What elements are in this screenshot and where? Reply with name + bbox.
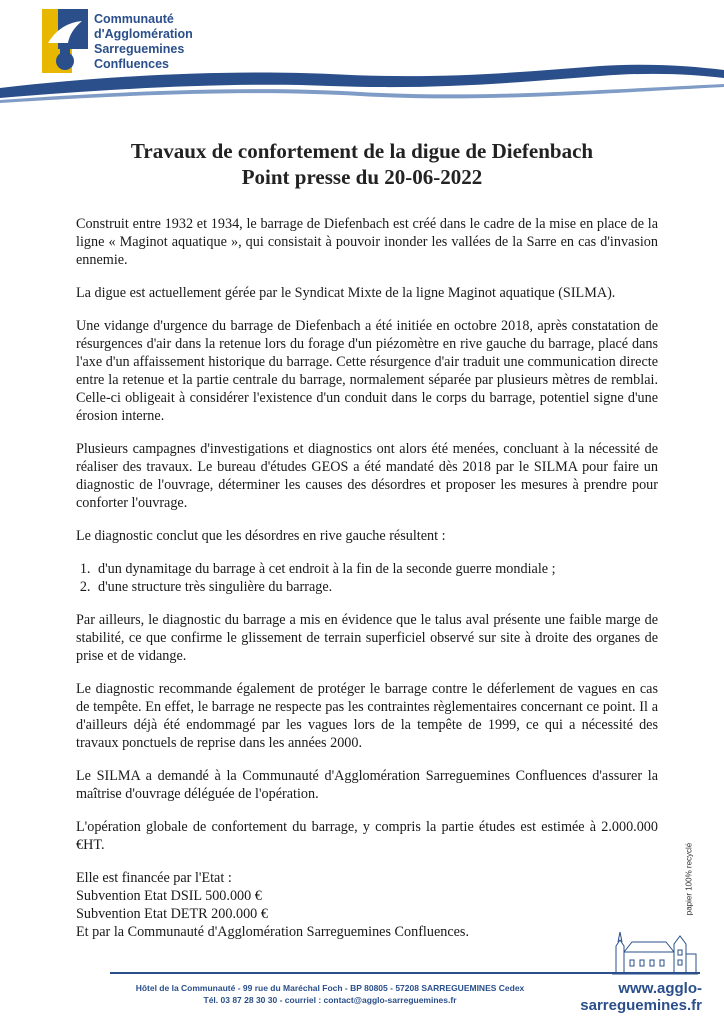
title-line-2: Point presse du 20-06-2022 (241, 165, 483, 189)
funding-line: Subvention Etat DSIL 500.000 € (76, 888, 262, 904)
paragraph: Par ailleurs, le diagnostic du barrage a mis en évidence que le talus aval présente une faible marge de stabilité, ce que confirme le glissement de terrain superficiel observé sur site à droite des organes de prise et de vidange. (76, 612, 658, 664)
paragraph: La digue est actuellement gérée par le Syndicat Mixte de la ligne Maginot aquatique (SILMA). (76, 285, 616, 301)
funding-line: Subvention Etat DETR 200.000 € (76, 906, 268, 922)
footer-contact: Tél. 03 87 28 30 30 - courriel : contact@agglo-sarreguemines.fr (203, 995, 457, 1005)
funding-block (76, 869, 658, 941)
logo-line: d'Agglomération (94, 27, 193, 41)
paragraph: Le SILMA a demandé à la Communauté d'Agglomération Sarreguemines Confluences d'assurer la maîtrise d'ouvrage déléguée de l'opération. (76, 768, 658, 802)
document-body (76, 215, 658, 941)
title-line-1: Travaux de confortement de la digue de Diefenbach (130, 139, 594, 163)
logo-line: Communauté (94, 12, 174, 26)
recycled-paper-label: papier 100% recyclé (684, 842, 694, 916)
funding-line: Elle est financée par l'Etat : (76, 870, 232, 886)
footer-contact-info (120, 982, 540, 1006)
paragraph: L'opération globale de confortement du barrage, y compris la partie études est estimée à 2.000.000 €HT. (76, 819, 658, 853)
causes-list (76, 560, 658, 596)
paragraph: Une vidange d'urgence du barrage de Diefenbach a été initiée en octobre 2018, après constatation de résurgences d'air dans la retenue lors du forage d'un piézomètre en rive gauche du barrage, placé dans l'axe d'un affaissement historique du barrage. Cette résurgence d'air traduit une communication directe entre la retenue et la partie centrale du barrage, normalement séparée par plusieurs mètres de remblai. Celle-ci obligeait à considérer l'existence d'un conduit dans le corps du barrage, potentiel signe d'une érosion interne. (76, 318, 658, 424)
list-item: 1. d'un dynamitage du barrage à cet endroit à la fin de la seconde guerre mondiale ; (94, 560, 658, 578)
paragraph: Construit entre 1932 et 1934, le barrage de Diefenbach est créé dans le cadre de la mise en place de la ligne « Maginot aquatique », qui consistait à pouvoir inonder les vallées de la Sarre en cas d'invasion ennemie. (76, 216, 658, 268)
footer-divider (110, 972, 700, 974)
logo-line: Sarreguemines (94, 42, 185, 56)
paragraph: Le diagnostic conclut que les désordres en rive gauche résultent : (76, 528, 446, 544)
footer-website: www.agglo-sarreguemines.fr (580, 980, 702, 1014)
paragraph: Le diagnostic recommande également de protéger le barrage contre le déferlement de vagues en cas de tempête. En effet, le barrage ne respecte pas les contraintes règlementaires concernant ce point. Il a d'ailleurs déjà été endommagé par les vagues lors de la tempête de 1999, ce qui a nécessité des travaux ponctuels de reprise dans les années 2000. (76, 681, 658, 751)
castle-illustration (610, 920, 700, 976)
funding-line: Et par la Communauté d'Agglomération Sarreguemines Confluences. (76, 924, 470, 940)
footer-address: Hôtel de la Communauté - 99 rue du Maréchal Foch - BP 80805 - 57208 SARREGUEMINES Cedex (135, 983, 525, 993)
list-item: 2. d'une structure très singulière du barrage. (94, 578, 658, 596)
paragraph: Plusieurs campagnes d'investigations et diagnostics ont alors été menées, concluant à la nécessité de réaliser des travaux. Le bureau d'études GEOS a été mandaté dès 2018 par le SILMA pour faire un diagnostic de l'ouvrage, déterminer les causes des désordres et proposer les mesures à prendre pour conforter l'ouvrage. (76, 441, 658, 511)
header-wave-decoration (0, 62, 724, 112)
document-title (0, 138, 724, 190)
recycled-paper-note (682, 834, 696, 924)
logo-line: Confluences (94, 57, 170, 71)
